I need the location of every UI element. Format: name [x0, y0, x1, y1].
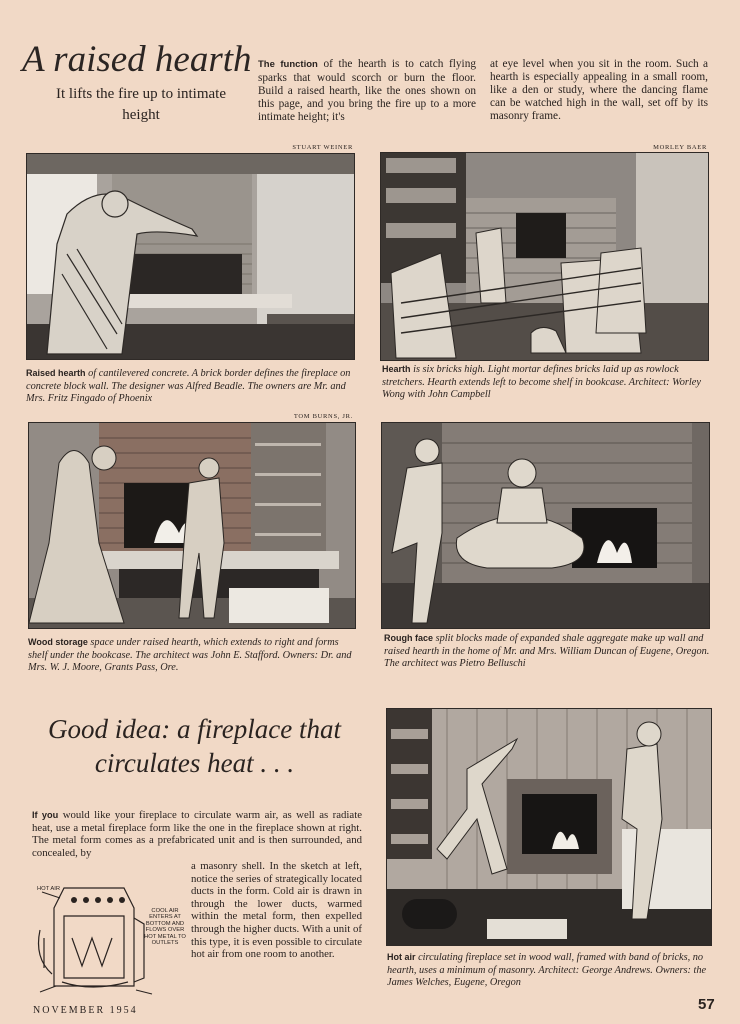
diagram-label-hot-air: HOT AIR: [37, 886, 61, 892]
photo-hearth-six-bricks: [380, 152, 709, 361]
caption-4-lead: Rough face: [384, 633, 434, 643]
intro-text-2: at eye level when you sit in the room. Such a hearth is especially appealing in a small room, like a den or study, where the dancing flame can be watched high in the wall, set off by its masonry frame.: [490, 58, 708, 122]
caption-4: [384, 632, 714, 671]
heat-circulator-diagram: [32, 878, 190, 996]
page-subtitle: It lifts the fire up to intimate height: [56, 86, 226, 123]
intro-column-1: [258, 58, 476, 124]
page-number: 57: [698, 996, 715, 1013]
intro-column-2: [490, 58, 708, 123]
photo-credit-2: MORLEY BAER: [653, 144, 707, 151]
photo-credit-1: STUART WEINER: [292, 144, 353, 151]
section-lead: If you: [32, 810, 59, 820]
section-body-top: [32, 809, 362, 859]
caption-4-text: split blocks made of expanded shale aggregate make up wall and raised hearth in the home of Mr. and Mrs. William Duncan of Eugene, Oregon. The architect was Pietro Belluschi: [384, 633, 710, 669]
photo-wood-storage: [28, 422, 356, 629]
intro-text-1: of the hearth is to catch flying sparks that would scorch or burn the floor. Build a raised hearth, like the ones shown on this page, and you bring the fire up to a more intimate height; it's: [258, 58, 476, 123]
caption-3: [28, 636, 358, 675]
caption-2-lead: Hearth: [382, 364, 411, 374]
caption-5-text: circulating fireplace set in wood wall, framed with band of bricks, no hearth, uses a minimum of masonry. Architect: George Andrews. Owners: the James Welches, Eugene, Oregon: [387, 952, 707, 988]
caption-5-lead: Hot air: [387, 952, 416, 962]
section-body-right: a masonry shell. In the sketch at left, notice the series of strategically located ducts in the form. Cold air is drawn in through the lower ducts, warmed within the metal form, then expelled through the higher ducts. With a unit of this type, it is even possible to circulate hot air from one room to another.: [191, 860, 362, 961]
caption-2: [382, 363, 712, 402]
footer-date: NOVEMBER 1954: [33, 1005, 138, 1016]
page-title: A raised hearth: [22, 39, 252, 80]
photo-credit-3: TOM BURNS, JR.: [293, 413, 353, 420]
caption-3-lead: Wood storage: [28, 637, 88, 647]
caption-1-lead: Raised hearth: [26, 368, 86, 378]
section-title: [22, 712, 367, 780]
photo-raised-hearth: [26, 153, 355, 360]
diagram-label-note: COOL AIR ENTERS AT BOTTOM AND FLOWS OVER HOT METAL TO OUTLETS: [144, 908, 186, 947]
caption-1: [26, 367, 356, 406]
section-title-line-2: circulates heat . . .: [94, 748, 295, 778]
caption-1-text: of cantilevered concrete. A brick border defines the fireplace on concrete block wall. The designer was Alfred Beadle. The owners are Mr. and Mrs. Fritz Fingado of Phoenix: [26, 368, 351, 404]
section-title-line-1: Good idea: a fireplace that: [48, 714, 341, 744]
section-body-top-text: would like your fireplace to circulate warm air, as well as radiate heat, use a metal fireplace form like the one in the fireplace shown at right. The metal form comes as a prefabricated unit and is then surrounded, and concealed, by: [32, 809, 362, 859]
intro-lead: The function: [258, 59, 318, 70]
photo-hot-air-fireplace: [386, 708, 712, 946]
photo-rough-face: [381, 422, 710, 629]
caption-5: [387, 951, 717, 990]
caption-3-text: space under raised hearth, which extends to right and forms shelf under the bookcase. The architect was John E. Stafford. Owners: Dr. and Mrs. W. J. Moore, Grants Pass, Ore.: [28, 637, 352, 673]
caption-2-text: is six bricks high. Light mortar defines bricks laid up as rowlock stretchers. Hearth extends left to become shelf in bookcase. Architect: Worley Wong with John Campbell: [382, 364, 701, 400]
